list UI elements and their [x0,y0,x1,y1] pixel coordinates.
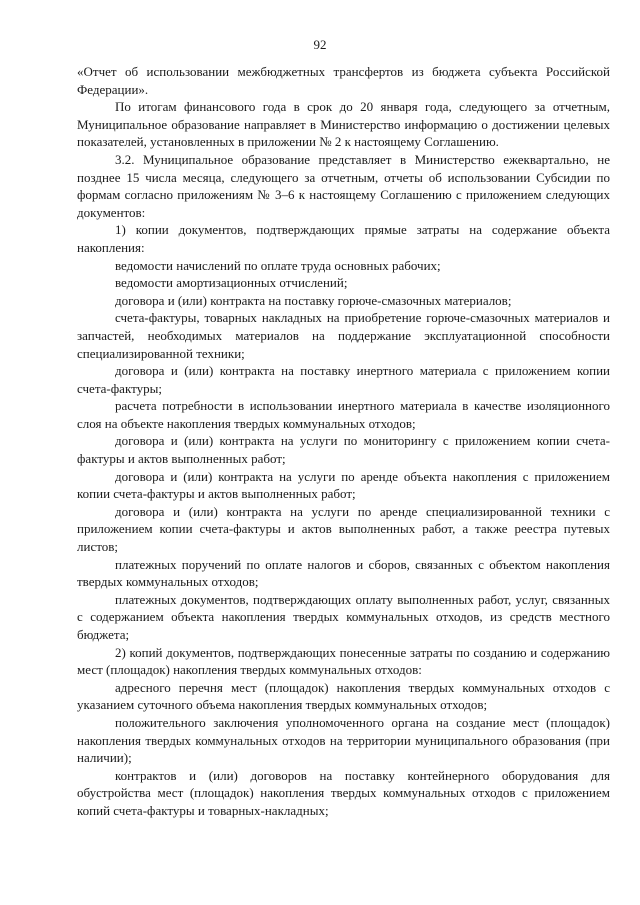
list-item: положительного заключения уполномоченного органа на создание мест (площадок) накопления твердых коммунальных отходов на территории муниципального образования (при наличии); [77,714,610,766]
list-item: договора и (или) контракта на поставку инертного материала с приложением копии счета-фактуры; [77,363,610,396]
list-item: платежных документов, подтверждающих оплату выполненных работ, услуг, связанных с содержанием объекта накопления твердых коммунальных отходов, из средств местного бюджета; [77,591,610,642]
paragraph-report-title: «Отчет об использовании межбюджетных трансфертов из бюджета субъекта Российской Федерации». [77,64,610,97]
list-item: договора и (или) контракта на услуги по аренде объекта накопления с приложением копии счета-фактуры и актов выполненных работ; [77,468,610,502]
list-item: адресного перечня мест (площадок) накопления твердых коммунальных отходов с указанием суточного объема накопления твердых коммунальных отходов; [77,679,610,713]
list-item: ведомости амортизационных отчислений; [115,275,348,291]
list-item: договора и (или) контракта на услуги по аренде специализированной техники с приложением копии счета-фактуры и актов выполненных работ, а также реестра путевых листов; [77,503,610,555]
list-item: счета-фактуры, товарных накладных на приобретение горюче-смазочных материалов и запчастей, необходимых материалов на поддержание эксплуатационной способности специализированной техники; [77,310,610,361]
list-item: платежных поручений по оплате налогов и сборов, связанных с объектом накопления твердых коммунальных отходов; [77,556,610,590]
page-number: 92 [313,37,327,52]
paragraph-section-3-2: 3.2. Муниципальное образование представляет в Министерство ежеквартально, не позднее 15 числа месяца, следующего за отчетным, отчеты об использовании Субсидии по формам согласно приложениям № 3–6 к настоящему Соглашению с приложением следующих документов: [77,151,610,220]
list-item: контрактов и (или) договоров на поставку контейнерного оборудования для обустройства мест (площадок) накопления твердых коммунальных отходов с приложением копий счета-фактуры и товарных-накладных; [77,767,610,818]
list-item: договора и (или) контракта на услуги по мониторингу с приложением копии счета-фактуры и актов выполненных работ; [77,433,610,467]
paragraph-annual-deadline: По итогам финансового года в срок до 20 января года, следующего за отчетным, Муниципальное образование направляет в Министерство информацию о достижении целевых показателей, установленных в приложении № 2 к настоящему Соглашению. [77,99,610,150]
document-body [77,63,610,820]
list-item: ведомости начислений по оплате труда основных рабочих; [115,257,441,273]
paragraph-item-1: 1) копии документов, подтверждающих прямые затраты на содержание объекта накопления: [77,222,610,255]
paragraph-item-2: 2) копий документов, подтверждающих понесенные затраты по созданию и содержанию мест (площадок) накопления твердых коммунальных отходов: [77,644,610,678]
list-item: расчета потребности в использовании инертного материала в качестве изоляционного слоя на объекте накопления твердых коммунальных отходов; [77,398,610,431]
list-item: договора и (или) контракта на поставку горюче-смазочных материалов; [115,292,512,308]
